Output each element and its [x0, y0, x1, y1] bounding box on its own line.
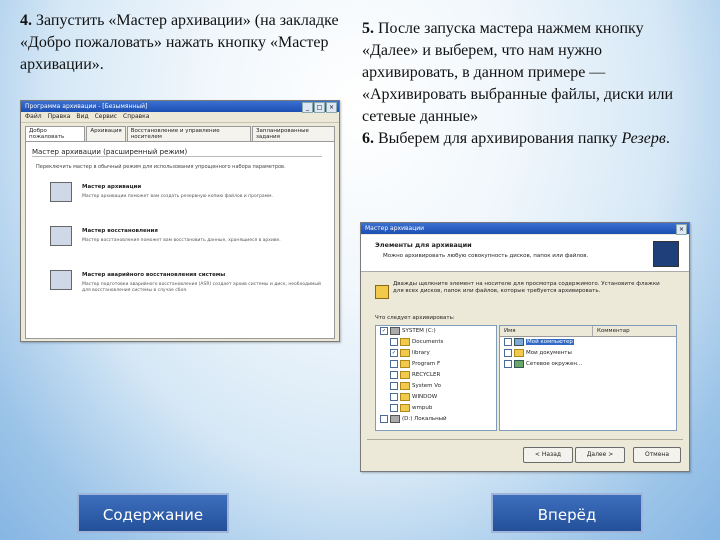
maximize-button[interactable]: □: [314, 102, 325, 113]
step5-6-text: [362, 18, 702, 150]
checkbox[interactable]: [504, 349, 512, 357]
backup-wizard-title[interactable]: Мастер архивации: [82, 184, 142, 190]
step6-end: .: [665, 130, 670, 147]
asr-wizard-desc: Мастер подготовки аварийного восстановления (ASR) создает архив системы и диск, необходимый для восстановления системы в случае сбоя.: [82, 282, 321, 293]
step6-body: Выберем для архивирования папку: [374, 130, 622, 147]
checkbox[interactable]: ✓: [381, 327, 387, 334]
menu-edit[interactable]: Правка: [47, 113, 71, 120]
tab-restore[interactable]: Восстановление и управление носителем: [127, 126, 251, 141]
menu-view[interactable]: Вид: [76, 113, 89, 120]
restore-wizard-icon[interactable]: [50, 226, 72, 246]
wizard-intro[interactable]: Переключить мастер в обычный режим для использования упрощенного набора параметров.: [36, 164, 286, 170]
list-item[interactable]: Мой компьютер: [500, 337, 676, 348]
items-list[interactable]: [499, 325, 677, 431]
restore-wizard-title[interactable]: Мастер восстановления: [82, 228, 158, 234]
step5-number: 5.: [362, 20, 374, 37]
backup-utility-titlebar: [21, 101, 339, 112]
tree-item[interactable]: ✓ SYSTEM (C:): [381, 327, 436, 334]
step5-body: После запуска мастера нажмем кнопку «Далее» и выберем, что нам нужно архивировать, в данном примере — «Архивировать выбранные файлы, диски или сетевые данные»: [362, 20, 674, 125]
backup-wizard-titlebar: [361, 223, 689, 234]
items-tree[interactable]: [375, 325, 497, 431]
section-desc: Можно архивировать любую совокупность дисков, папок или файлов.: [383, 253, 589, 259]
checkbox[interactable]: [390, 371, 398, 379]
back-button[interactable]: < Назад: [523, 447, 573, 463]
menu-file[interactable]: Файл: [25, 113, 42, 120]
tab-welcome[interactable]: Добро пожаловать: [25, 126, 85, 141]
contents-button[interactable]: Содержание: [77, 493, 229, 533]
folder-icon: [514, 349, 524, 357]
folder-icon: [400, 349, 410, 357]
minimize-button[interactable]: _: [302, 102, 313, 113]
step6-paragraph: [362, 128, 702, 150]
tree-item[interactable]: System Vo: [376, 381, 496, 392]
checkbox[interactable]: [390, 393, 398, 401]
network-icon: [514, 360, 524, 368]
what-label: Что следует архивировать:: [375, 315, 455, 321]
button-divider: [367, 439, 683, 440]
checkbox[interactable]: [390, 360, 398, 368]
hint-icon: [375, 285, 389, 299]
checkbox[interactable]: [380, 415, 388, 423]
backup-utility-tabs: [21, 123, 339, 141]
folder-icon: [400, 393, 410, 401]
next-button[interactable]: Далее >: [575, 447, 625, 463]
tree-item[interactable]: WINDOW: [376, 392, 496, 403]
computer-icon: [514, 338, 524, 346]
tab-schedule[interactable]: Запланированные задания: [252, 126, 335, 141]
list-header: [500, 326, 676, 337]
folder-icon: [400, 360, 410, 368]
wizard-header: [361, 235, 689, 272]
tree-item[interactable]: (D:) Локальный: [376, 414, 496, 425]
step4-body: Запустить «Мастер архивации» (на закладке «Добро пожаловать» нажать кнопку «Мастер архивации».: [20, 12, 339, 73]
hint-text: Дважды щелкните элемент на носителе для просмотра содержимого. Установите флажки для всех дисков, папок или файлов, которые требуется архивировать.: [393, 281, 660, 294]
list-item[interactable]: Сетевое окружен...: [500, 359, 676, 370]
asr-wizard-title[interactable]: Мастер аварийного восстановления системы: [82, 272, 226, 278]
folder-icon: [400, 404, 410, 412]
step6-number: 6.: [362, 130, 374, 147]
step6-folder: Резерв: [621, 130, 666, 147]
wizard-heading: Мастер архивации (расширенный режим): [32, 148, 322, 157]
step4-text: [20, 10, 350, 76]
checkbox[interactable]: [390, 338, 398, 346]
menu-help[interactable]: Справка: [123, 113, 150, 120]
col-name[interactable]: Имя: [500, 326, 593, 336]
tree-item[interactable]: wmpub: [376, 403, 496, 414]
checkbox[interactable]: [504, 360, 512, 368]
drive-icon: [390, 415, 400, 423]
folder-icon: [400, 371, 410, 379]
backup-wizard-screenshot: [360, 222, 690, 472]
backup-wizard-desc: Мастер архивации поможет вам создать резервную копию файлов и программ.: [82, 194, 273, 199]
checkbox[interactable]: [504, 338, 512, 346]
checkbox[interactable]: ✓: [391, 349, 397, 356]
backup-utility-screenshot: [20, 100, 340, 342]
backup-wizard-icon: [653, 241, 679, 267]
tab-backup[interactable]: Архивация: [86, 126, 125, 141]
backup-utility-title: Программа архивации - [Безымянный]: [25, 103, 148, 110]
section-title: Элементы для архивации: [375, 241, 472, 249]
tree-item[interactable]: Documents: [376, 337, 496, 348]
folder-icon: [400, 338, 410, 346]
forward-button[interactable]: Вперёд: [491, 493, 643, 533]
tree-item[interactable]: RECYCLER: [376, 370, 496, 381]
welcome-panel: [25, 141, 335, 339]
backup-wizard-icon[interactable]: [50, 182, 72, 202]
backup-wizard-window-title: Мастер архивации: [365, 225, 425, 232]
close-button[interactable]: ×: [326, 102, 337, 113]
restore-wizard-desc: Мастер восстановления поможет вам восстановить данные, хранящиеся в архиве.: [82, 238, 281, 243]
asr-wizard-icon[interactable]: [50, 270, 72, 290]
step5-paragraph: [362, 18, 702, 128]
drive-icon: [390, 327, 400, 335]
list-item[interactable]: Мои документы: [500, 348, 676, 359]
tree-item[interactable]: ✓ library: [391, 349, 430, 356]
folder-icon: [400, 382, 410, 390]
tree-item[interactable]: Program F: [376, 359, 496, 370]
step4-number: 4.: [20, 12, 32, 29]
col-comment[interactable]: Комментар: [597, 328, 630, 334]
checkbox[interactable]: [390, 404, 398, 412]
checkbox[interactable]: [390, 382, 398, 390]
cancel-button[interactable]: Отмена: [633, 447, 681, 463]
menu-tools[interactable]: Сервис: [94, 113, 118, 120]
backup-utility-menubar: [21, 112, 339, 123]
close-button[interactable]: ×: [676, 224, 687, 235]
